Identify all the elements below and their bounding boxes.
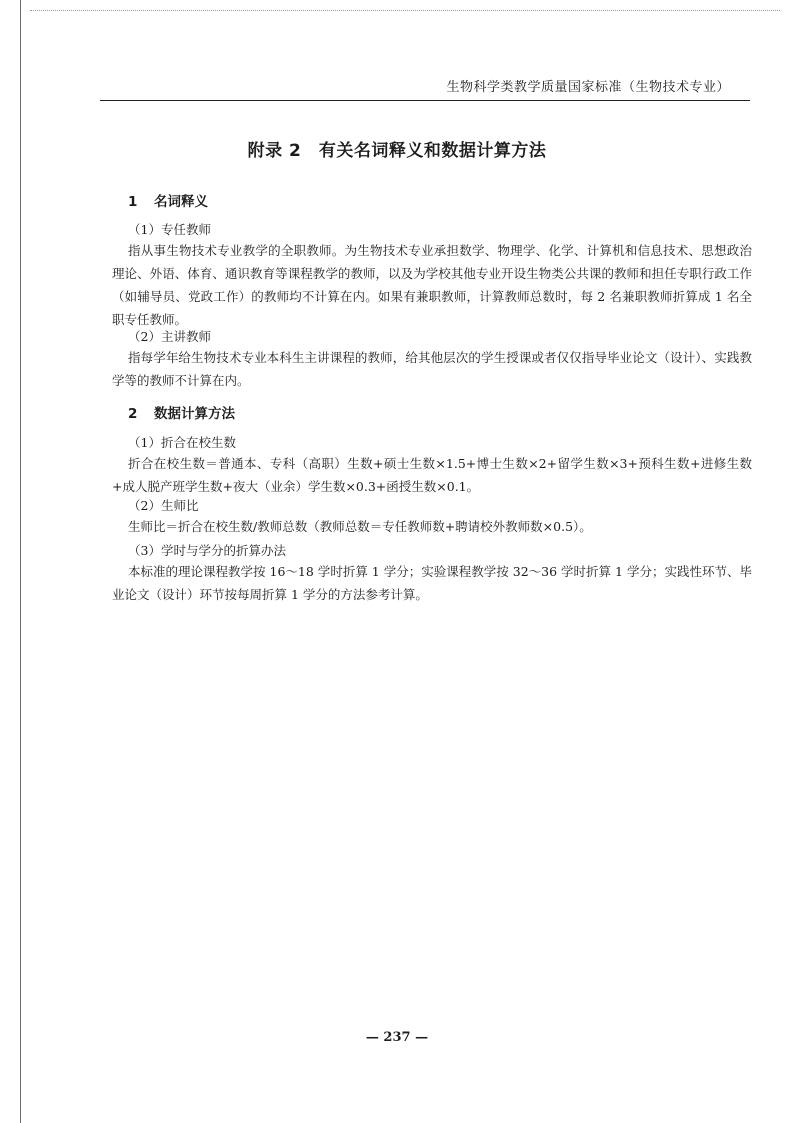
page-number: — 237 — — [365, 1030, 429, 1045]
running-header-text: 生物科学类教学质量国家标准（生物技术专业） — [446, 80, 730, 95]
section-heading-2 — [128, 402, 235, 422]
appendix-title: 附录 2 有关名词释义和数据计算方法 — [247, 141, 547, 161]
item-label-equivalent-students: （1）折合在校生数 — [128, 435, 236, 450]
section-heading-1 — [128, 190, 208, 210]
item-text-credit-conversion: 本标准的理论课程教学按 16～18 学时折算 1 学分；实验课程教学按 32～36 学时折算 1 学分；实践性环节、毕业论文（设计）环节按每周折算 1 学分的方法参考计算。 — [112, 564, 752, 602]
item-label-full-time-teacher: （1）专任教师 — [128, 222, 211, 237]
item-label-student-teacher-ratio: （2）生师比 — [128, 498, 199, 513]
item-text-full-time-teacher: 指从事生物技术专业教学的全职教师。为生物技术专业承担数学、物理学、化学、计算机和信息技术、思想政治理论、外语、体育、通识教育等课程教学的教师，以及为学校其他专业开设生物类公共课的教师和担任专职行政工作（如辅导员、党政工作）的教师均不计算在内。如果有兼职教师，计算教师总数时，每 2 名兼职教师折算成 1 名全职专任教师。 — [112, 243, 752, 327]
section-title: 数据计算方法 — [154, 406, 235, 422]
section-title: 名词释义 — [154, 194, 208, 210]
section-number: 1 — [128, 194, 138, 210]
section-number: 2 — [128, 406, 138, 422]
running-header — [100, 76, 750, 96]
scan-top-artifact — [30, 10, 780, 13]
item-text-lead-lecturer: 指每学年给生物技术专业本科生主讲课程的教师，给其他层次的学生授课或者仅仅指导毕业论文（设计）、实践教学等的教师不计算在内。 — [112, 350, 752, 388]
item-label-lead-lecturer: （2）主讲教师 — [128, 329, 211, 344]
header-rule — [100, 100, 750, 101]
scan-left-edge — [20, 0, 21, 1123]
item-text-equivalent-students: 折合在校生数＝普通本、专科（高职）生数+硕士生数×1.5+博士生数×2+留学生数×3+预科生数+进修生数+成人脱产班学生数+夜大（业余）学生数×0.3+函授生数×0.1。 — [112, 456, 752, 494]
item-text-student-teacher-ratio: 生师比＝折合在校生数/教师总数（教师总数＝专任教师数+聘请校外教师数×0.5）。 — [128, 519, 592, 534]
item-label-credit-conversion: （3）学时与学分的折算办法 — [128, 543, 286, 558]
